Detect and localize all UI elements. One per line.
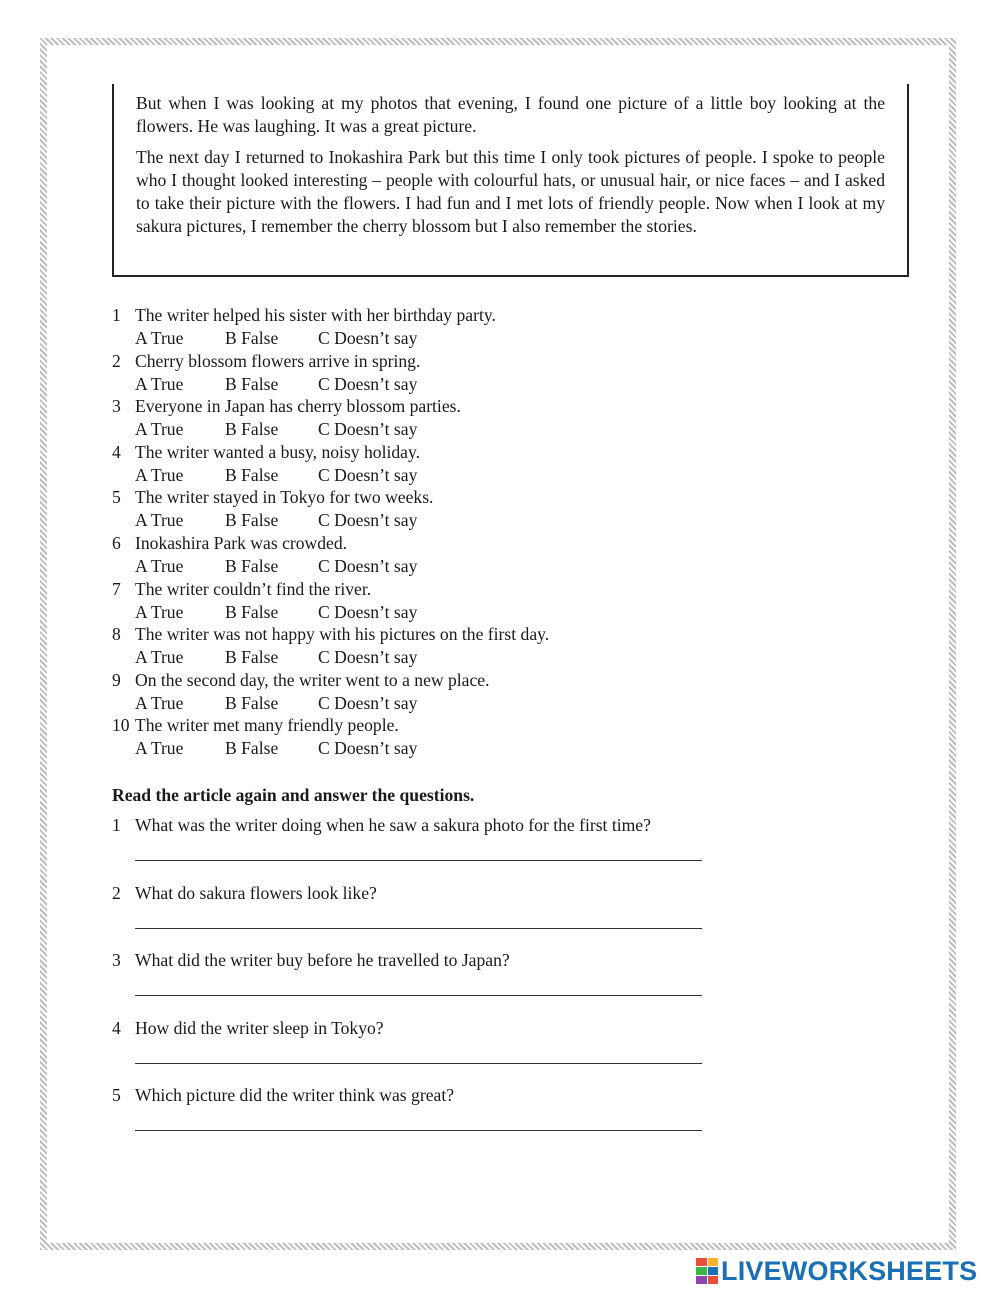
logo-square [696,1267,707,1275]
answer-line[interactable] [135,995,702,996]
tf-item [112,578,712,624]
tf-item-statement: Everyone in Japan has cherry blossom parties. [135,396,461,417]
option-true[interactable]: A True [135,692,184,713]
question-item [112,949,712,1017]
tf-options [135,555,417,578]
option-false[interactable]: B False [225,464,279,485]
tf-item-number: 8 [112,624,121,645]
tf-item [112,350,712,396]
option-true[interactable]: A True [135,373,184,394]
option-true[interactable]: A True [135,601,184,622]
option-false[interactable]: B False [225,510,279,531]
tf-item-number: 4 [112,441,121,462]
tf-item-number: 6 [112,532,121,553]
logo-square [708,1258,719,1266]
tf-item [112,395,712,441]
option-false[interactable]: B False [225,601,279,622]
tf-options [135,373,417,396]
tf-options [135,464,417,487]
option-false[interactable]: B False [225,328,279,348]
answer-line[interactable] [135,1130,702,1131]
option-doesnt-say[interactable]: C Doesn’t say [318,601,418,622]
tf-options [135,509,417,532]
answer-line[interactable] [135,1063,702,1064]
question-text: What was the writer doing when he saw a sakura photo for the first time? [135,815,651,835]
logo-text: LIVEWORKSHEETS [721,1255,978,1286]
tf-item-statement: The writer stayed in Tokyo for two weeks. [135,487,434,508]
tf-options [135,601,417,624]
question-text: What did the writer buy before he travelled to Japan? [135,950,510,970]
question-text: How did the writer sleep in Tokyo? [135,1017,384,1038]
question-number: 1 [112,815,121,835]
article-passage [112,84,909,277]
tf-item [112,441,712,487]
section-title: Read the article again and answer the questions. [112,785,475,805]
logo-square [708,1276,719,1284]
tf-item-statement: Cherry blossom flowers arrive in spring. [135,350,421,371]
question-number: 2 [112,882,121,903]
option-true[interactable]: A True [135,328,184,348]
answer-line[interactable] [135,860,702,861]
tf-item-number: 2 [112,350,121,371]
option-doesnt-say[interactable]: C Doesn’t say [318,373,418,394]
passage-paragraph-1: But when I was looking at my photos that evening, I found one picture of a little boy looking at the flowers. He was laughing. It was a great picture. [136,93,885,136]
option-true[interactable]: A True [135,647,184,668]
tf-options [135,418,417,441]
option-doesnt-say[interactable]: C Doesn’t say [318,419,418,440]
tf-item [112,304,712,350]
question-number: 3 [112,950,121,970]
tf-options [135,737,417,760]
question-item [112,882,712,950]
tf-item-number: 3 [112,396,121,417]
tf-item-statement: The writer met many friendly people. [135,715,399,736]
tf-options [135,327,417,350]
logo-square [696,1276,707,1284]
question-number: 5 [112,1085,121,1105]
option-doesnt-say[interactable]: C Doesn’t say [318,328,418,348]
option-doesnt-say[interactable]: C Doesn’t say [318,738,418,759]
tf-item-statement: Inokashira Park was crowded. [135,532,348,553]
question-text: Which picture did the writer think was great? [135,1085,455,1105]
tf-item-statement: The writer wanted a busy, noisy holiday. [135,441,421,462]
answer-line[interactable] [135,928,702,929]
tf-item-number: 10 [112,715,130,736]
option-doesnt-say[interactable]: C Doesn’t say [318,510,418,531]
question-number: 4 [112,1017,121,1038]
option-false[interactable]: B False [225,419,279,440]
option-false[interactable]: B False [225,373,279,394]
tf-options [135,692,417,715]
question-list [112,814,712,1152]
liveworksheets-logo[interactable] [696,1257,977,1285]
option-false[interactable]: B False [225,692,279,713]
logo-square [696,1258,707,1266]
option-false[interactable]: B False [225,555,279,576]
option-doesnt-say[interactable]: C Doesn’t say [318,692,418,713]
question-text: What do sakura flowers look like? [135,882,377,903]
logo-square [708,1267,719,1275]
tf-item [112,714,712,760]
option-true[interactable]: A True [135,419,184,440]
option-doesnt-say[interactable]: C Doesn’t say [318,464,418,485]
passage-paragraph-2: The next day I returned to Inokashira Park but this time I only took pictures of people. I spoke to people who I thought looked interesting – people with colourful hats, or unusual hair, or nice faces – and I asked to take their picture with the flowers. I had fun and I met lots of friendly people. Now when I look at my sakura pictures, I remember the cherry blossom but I also remember the stories. [136,147,885,236]
option-doesnt-say[interactable]: C Doesn’t say [318,647,418,668]
tf-item [112,486,712,532]
option-doesnt-say[interactable]: C Doesn’t say [318,555,418,576]
option-true[interactable]: A True [135,738,184,759]
tf-item-number: 1 [112,305,121,325]
true-false-list [112,304,712,760]
question-item [112,1084,712,1152]
tf-item-statement: On the second day, the writer went to a new place. [135,669,490,690]
tf-item-number: 7 [112,578,121,599]
question-item [112,814,712,882]
tf-item [112,623,712,669]
tf-item-number: 5 [112,487,121,508]
option-true[interactable]: A True [135,555,184,576]
option-false[interactable]: B False [225,647,279,668]
tf-item-statement: The writer helped his sister with her birthday party. [135,305,496,325]
option-false[interactable]: B False [225,738,279,759]
tf-item-statement: The writer was not happy with his pictures on the first day. [135,624,550,645]
tf-item [112,669,712,715]
question-item [112,1017,712,1085]
tf-options [135,646,417,669]
tf-item-statement: The writer couldn’t find the river. [135,578,372,599]
tf-item [112,532,712,578]
liveworksheets-logo-icon [696,1258,718,1284]
tf-item-number: 9 [112,669,121,690]
option-true[interactable]: A True [135,510,184,531]
option-true[interactable]: A True [135,464,184,485]
